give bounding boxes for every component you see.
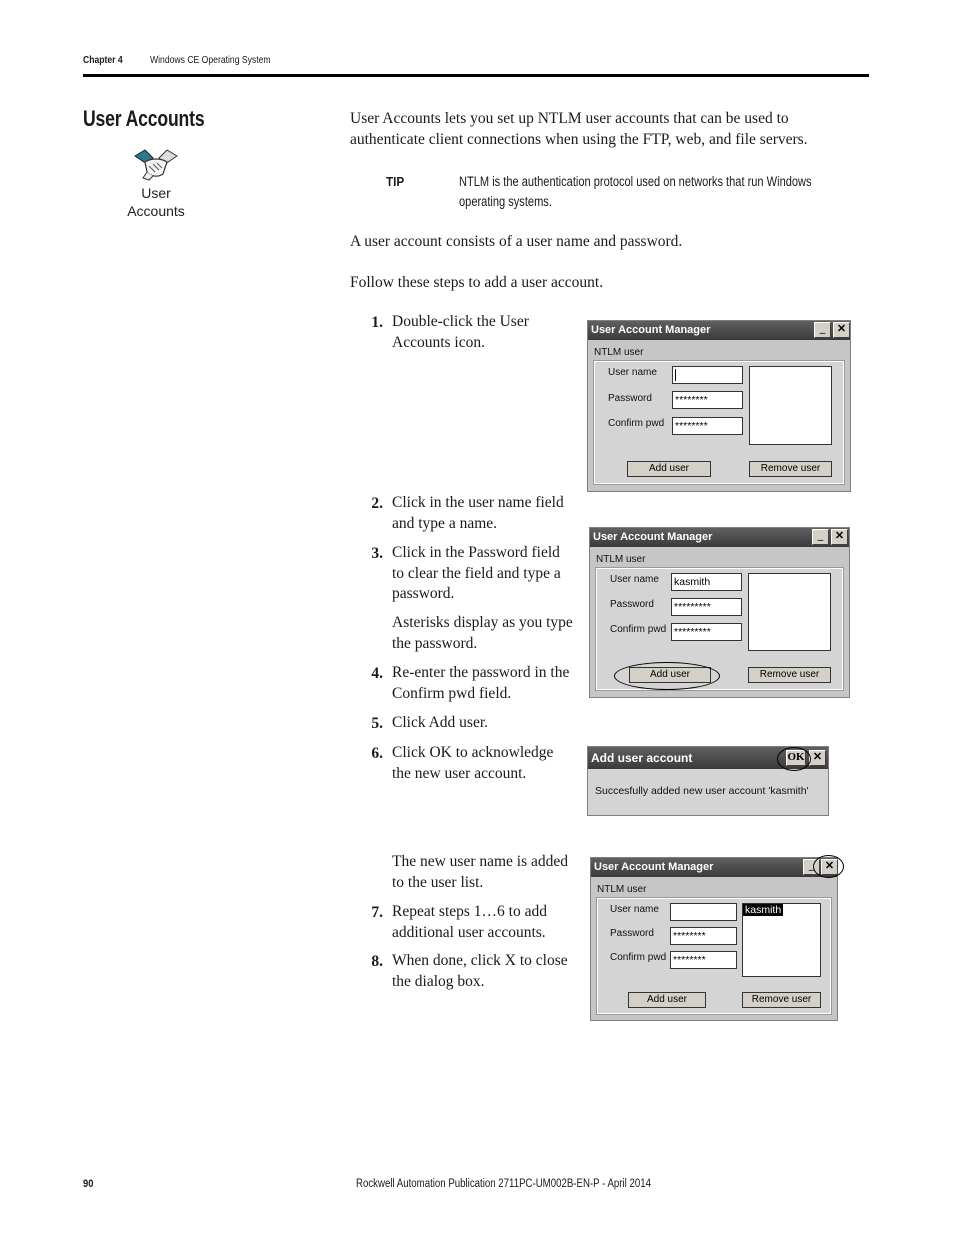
step-number: 1. [371, 314, 383, 331]
note-line: The new user name is added [392, 853, 569, 870]
step-line: When done, click X to close [392, 952, 568, 969]
step-number: 6. [371, 745, 383, 762]
step-number: 3. [371, 545, 383, 562]
user-list[interactable] [748, 573, 831, 651]
close-button[interactable]: ✕ [831, 529, 848, 545]
page-number: 90 [83, 1178, 94, 1190]
icon-label-line1: User [141, 185, 171, 201]
step-line: Click OK to acknowledge [392, 744, 554, 761]
remove-user-button[interactable]: Remove user [742, 992, 821, 1008]
intro-line2: authenticate client connections when using the FTP, web, and file servers. [350, 131, 808, 148]
publication-info: Rockwell Automation Publication 2711PC-UM002B-EN-P - April 2014 [356, 1178, 651, 1190]
handshake-icon [131, 146, 181, 184]
step-5-text [392, 713, 577, 734]
step-number: 4. [371, 665, 383, 682]
step-line: Click in the Password field [392, 544, 560, 561]
group-label: NTLM user [594, 347, 644, 358]
user-name-label: User name [610, 904, 659, 915]
step-line: the new user account. [392, 764, 527, 782]
tip-line2: operating systems. [459, 194, 552, 209]
user-account-manager-dialog-3 [590, 857, 838, 1021]
highlight-circle [777, 747, 811, 771]
group-label: NTLM user [596, 554, 646, 565]
step-line: to clear the field and type a [392, 564, 561, 582]
step-line: and type a name. [392, 514, 498, 532]
step-7-text [392, 902, 577, 943]
step-1-text [392, 312, 577, 353]
user-name-input[interactable] [672, 366, 743, 384]
step-3-note [392, 613, 577, 654]
user-list[interactable] [742, 903, 821, 977]
dialog-title: User Account Manager [590, 528, 849, 547]
close-button[interactable]: ✕ [833, 322, 850, 338]
step-line: Click Add user. [392, 714, 489, 731]
user-name-input[interactable] [670, 903, 737, 921]
confirm-pwd-label: Confirm pwd [610, 952, 667, 963]
step-line: additional user accounts. [392, 923, 546, 941]
dialog-title: User Account Manager [588, 321, 850, 340]
step-number: 7. [371, 904, 383, 921]
user-list-item[interactable]: kasmith [745, 904, 782, 916]
account-description: A user account consists of a user name and password. [350, 233, 683, 250]
close-button[interactable]: ✕ [809, 750, 826, 766]
step-number: 8. [371, 953, 383, 970]
confirm-pwd-label: Confirm pwd [608, 418, 665, 429]
user-list[interactable] [749, 366, 832, 445]
confirm-pwd-input[interactable]: ******** [670, 951, 737, 969]
chapter-title: Windows CE Operating System [150, 54, 271, 66]
chapter-label: Chapter 4 [83, 54, 123, 66]
minimize-button[interactable]: _ [803, 859, 820, 875]
password-label: Password [610, 599, 654, 610]
step-line: password. [392, 585, 455, 602]
section-title: User Accounts [83, 106, 205, 131]
group-label: NTLM user [597, 884, 647, 895]
step-4-text [392, 663, 577, 704]
step-number: 5. [371, 715, 383, 732]
tip-line1: NTLM is the authentication protocol used on networks that run Windows [459, 174, 812, 189]
step-line: Repeat steps 1…6 to add [392, 903, 547, 920]
step-line: Confirm pwd field. [392, 684, 512, 702]
step-6-note [392, 852, 577, 893]
user-name-input[interactable]: kasmith [671, 573, 742, 591]
close-button[interactable]: ✕ [821, 859, 838, 875]
dialog-title: Add user account [588, 747, 828, 769]
intro-line1: User Accounts lets you set up NTLM user accounts that can be used to [350, 110, 789, 127]
note-line: the password. [392, 634, 478, 652]
password-input[interactable]: ********* [671, 598, 742, 616]
user-name-label: User name [608, 367, 657, 378]
header-rule [83, 74, 869, 77]
step-line: Click in the user name field [392, 494, 564, 511]
highlight-circle [614, 662, 720, 690]
step-6-text [392, 743, 577, 784]
add-user-button[interactable]: Add user [629, 667, 711, 683]
note-line: Asterisks display as you type [392, 614, 573, 631]
success-message: Succesfully added new user account 'kasmith' [595, 785, 809, 797]
user-name-label: User name [610, 574, 659, 585]
ntlm-user-group [594, 361, 844, 484]
step-3-text [392, 543, 577, 605]
note-line: to the user list. [392, 873, 484, 891]
minimize-button[interactable]: _ [814, 322, 831, 338]
confirm-pwd-label: Confirm pwd [610, 624, 667, 635]
step-line: Accounts icon. [392, 333, 485, 351]
confirm-pwd-input[interactable]: ********* [671, 623, 742, 641]
password-input[interactable]: ******** [670, 927, 737, 945]
ok-button[interactable]: OK [786, 750, 806, 766]
highlight-circle [813, 855, 844, 878]
remove-user-button[interactable]: Remove user [749, 461, 832, 477]
user-account-manager-dialog-1 [587, 320, 851, 492]
password-input[interactable]: ******** [672, 391, 743, 409]
step-number: 2. [371, 495, 383, 512]
add-user-button[interactable]: Add user [628, 992, 706, 1008]
intro-paragraph [350, 108, 808, 150]
confirm-pwd-input[interactable]: ******** [672, 417, 743, 435]
remove-user-button[interactable]: Remove user [748, 667, 831, 683]
step-8-text [392, 951, 577, 992]
password-label: Password [610, 928, 654, 939]
icon-label-line2: Accounts [127, 203, 185, 219]
steps-intro: Follow these steps to add a user account. [350, 274, 604, 291]
ntlm-user-group [597, 898, 831, 1014]
minimize-button[interactable]: _ [812, 529, 829, 545]
password-label: Password [608, 393, 652, 404]
dialog-title: User Account Manager [591, 858, 837, 877]
tip-text [459, 172, 836, 212]
tip-label: TIP [386, 174, 405, 189]
user-accounts-desktop-icon [120, 146, 192, 220]
step-line: Re-enter the password in the [392, 664, 570, 681]
step-line: Double-click the User [392, 313, 529, 330]
add-user-button[interactable]: Add user [627, 461, 711, 477]
step-2-text [392, 493, 577, 534]
step-line: the dialog box. [392, 972, 485, 990]
